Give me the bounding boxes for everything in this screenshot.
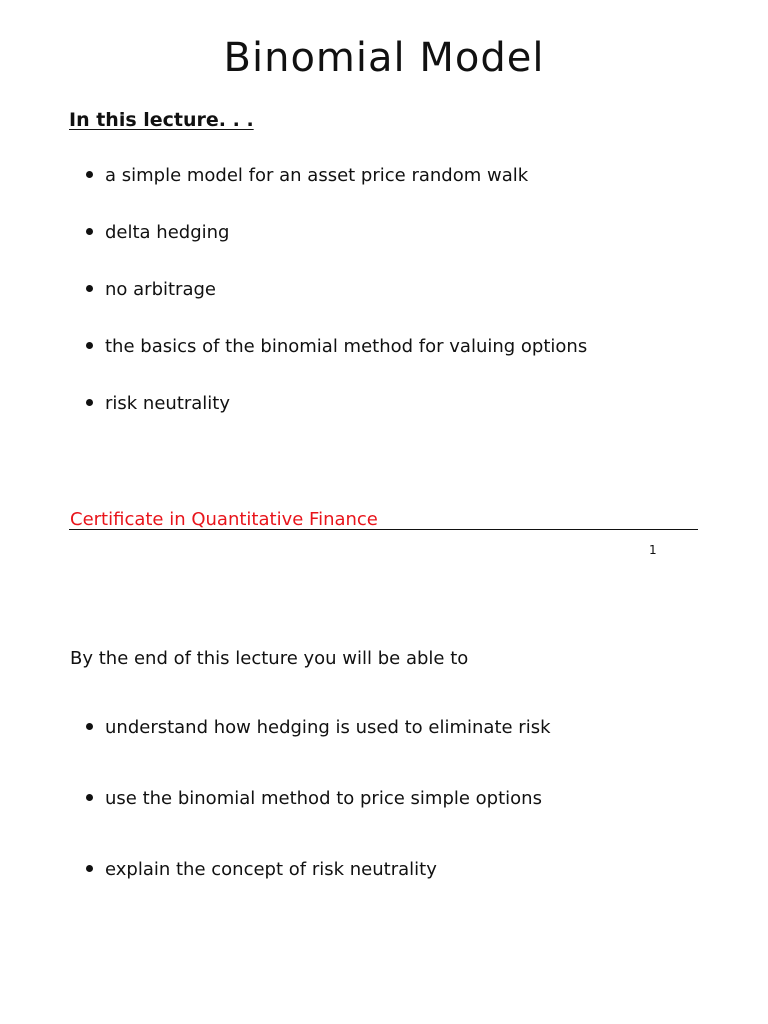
bullet-icon bbox=[86, 342, 93, 349]
page-number: 1 bbox=[649, 543, 657, 557]
list-item bbox=[86, 221, 229, 245]
list-item-text: delta hedging bbox=[105, 222, 230, 243]
list-item bbox=[86, 392, 230, 416]
page-title: Binomial Model bbox=[223, 35, 545, 81]
bullet-icon bbox=[86, 228, 93, 235]
bullet-icon bbox=[86, 399, 93, 406]
bullet-icon bbox=[86, 865, 93, 872]
bullet-icon bbox=[86, 171, 93, 178]
bullet-icon bbox=[86, 285, 93, 292]
list-item-text: use the binomial method to price simple options bbox=[105, 788, 542, 809]
list-item bbox=[86, 787, 542, 811]
list-item-text: understand how hedging is used to eliminate risk bbox=[105, 717, 551, 738]
list-item bbox=[86, 164, 528, 188]
footer-divider bbox=[69, 529, 698, 530]
footer-course-title: Certificate in Quantitative Finance bbox=[70, 509, 378, 530]
list-item-text: a simple model for an asset price random walk bbox=[105, 165, 529, 186]
list-item bbox=[86, 335, 587, 359]
bullet-icon bbox=[86, 794, 93, 801]
list-item-text: the basics of the binomial method for valuing options bbox=[105, 336, 588, 357]
list-item-text: risk neutrality bbox=[105, 393, 231, 414]
list-item-text: no arbitrage bbox=[105, 279, 216, 300]
list-item bbox=[86, 278, 216, 302]
list-item-text: explain the concept of risk neutrality bbox=[105, 859, 437, 880]
bullet-icon bbox=[86, 723, 93, 730]
objectives-intro: By the end of this lecture you will be able to bbox=[70, 648, 469, 669]
list-item bbox=[86, 858, 437, 882]
list-item bbox=[86, 716, 551, 740]
lecture-section-heading: In this lecture. . . bbox=[69, 109, 254, 131]
